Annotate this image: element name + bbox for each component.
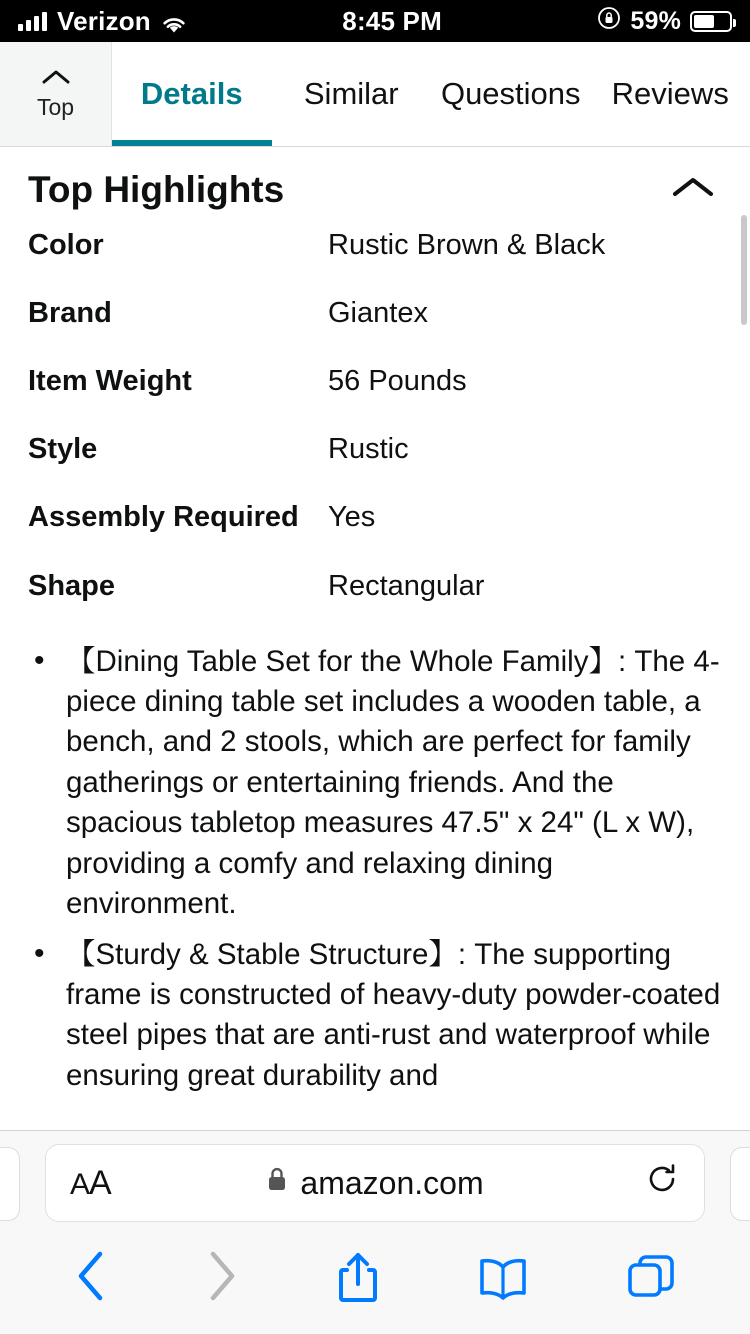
- url-text: amazon.com: [300, 1164, 484, 1201]
- tab-details[interactable]: Details: [112, 42, 272, 146]
- browser-nav-row: [0, 1235, 750, 1333]
- highlight-key: Style: [28, 433, 98, 466]
- details-content: [0, 147, 750, 1130]
- table-row: [28, 227, 722, 295]
- share-icon: [336, 1251, 380, 1310]
- tab-top-label: Top: [36, 94, 75, 120]
- highlight-value: Yes: [328, 501, 376, 534]
- highlight-value: Rustic Brown & Black: [328, 229, 606, 261]
- chevron-up-icon[interactable]: [670, 171, 722, 210]
- tabs-button[interactable]: [626, 1253, 676, 1308]
- chevron-up-icon: [40, 67, 72, 92]
- lock-icon: [266, 1166, 288, 1200]
- tab-peek-right[interactable]: [730, 1147, 750, 1221]
- url-row: [0, 1131, 750, 1235]
- browser-toolbar: [0, 1130, 750, 1334]
- list-item: • 【Sturdy & Stable Structure】: The supporting frame is constructed of heavy-duty powder-coated steel pipes that are anti-rust and waterproof while ensuring great durability and: [28, 935, 722, 1097]
- battery-percent-label: 59%: [630, 6, 681, 35]
- highlight-value: Rustic: [328, 433, 409, 466]
- table-row: [28, 568, 722, 636]
- tabs-icon: [626, 1253, 676, 1308]
- highlight-key: Brand: [28, 297, 112, 330]
- tab-questions[interactable]: Questions: [440, 76, 581, 111]
- bookmarks-button[interactable]: [477, 1256, 529, 1305]
- rotation-lock-icon: [597, 6, 621, 36]
- chevron-right-icon: [205, 1249, 239, 1312]
- tab-peek-left[interactable]: [0, 1147, 20, 1221]
- highlight-value: Giantex: [328, 297, 428, 330]
- clock: 8:45 PM: [342, 5, 442, 36]
- highlights-table: [28, 227, 722, 636]
- reload-icon[interactable]: [644, 1161, 680, 1206]
- book-icon: [477, 1256, 529, 1305]
- tab-reviews[interactable]: Reviews: [611, 76, 729, 111]
- cellular-signal-icon: [18, 11, 47, 31]
- highlight-key: Shape: [28, 569, 116, 602]
- highlight-value: Rectangular: [328, 569, 485, 602]
- top-highlights-header[interactable]: [28, 147, 722, 227]
- share-button[interactable]: [336, 1251, 380, 1310]
- tab-similar[interactable]: Similar: [303, 76, 399, 111]
- highlight-key: Item Weight: [28, 365, 192, 398]
- back-button[interactable]: [74, 1249, 108, 1312]
- tab-top[interactable]: [0, 42, 112, 146]
- table-row: [28, 363, 722, 431]
- feature-bullets: [28, 642, 722, 1096]
- page-title: Top Highlights: [28, 169, 285, 210]
- text-size-button[interactable]: AA: [70, 1163, 111, 1202]
- battery-icon: [690, 11, 732, 32]
- list-item: • 【Dining Table Set for the Whole Family】: The 4-piece dining table set includes a wooden table, a bench, and 2 stools, which are perfect for family gatherings or entertaining friends. And the spacious tabletop measures 47.5" x 24" (L x W), providing a comfy and relaxing dining environment.: [28, 642, 722, 925]
- url-display: [46, 1165, 704, 1202]
- table-row: [28, 431, 722, 499]
- status-bar-left: [18, 6, 187, 37]
- table-row: [28, 295, 722, 363]
- scrollbar[interactable]: [741, 215, 747, 325]
- chevron-left-icon: [74, 1249, 108, 1312]
- status-bar-right: [597, 6, 732, 36]
- product-section-tabbar: [0, 42, 750, 147]
- address-bar[interactable]: [45, 1144, 705, 1222]
- wifi-icon: [161, 11, 187, 31]
- highlight-key: Assembly Required: [28, 501, 299, 534]
- forward-button[interactable]: [205, 1249, 239, 1312]
- highlight-key: Color: [28, 229, 104, 261]
- highlight-value: 56 Pounds: [328, 365, 467, 398]
- table-row: [28, 499, 722, 567]
- carrier-label: Verizon: [57, 5, 151, 36]
- status-bar: [0, 0, 750, 42]
